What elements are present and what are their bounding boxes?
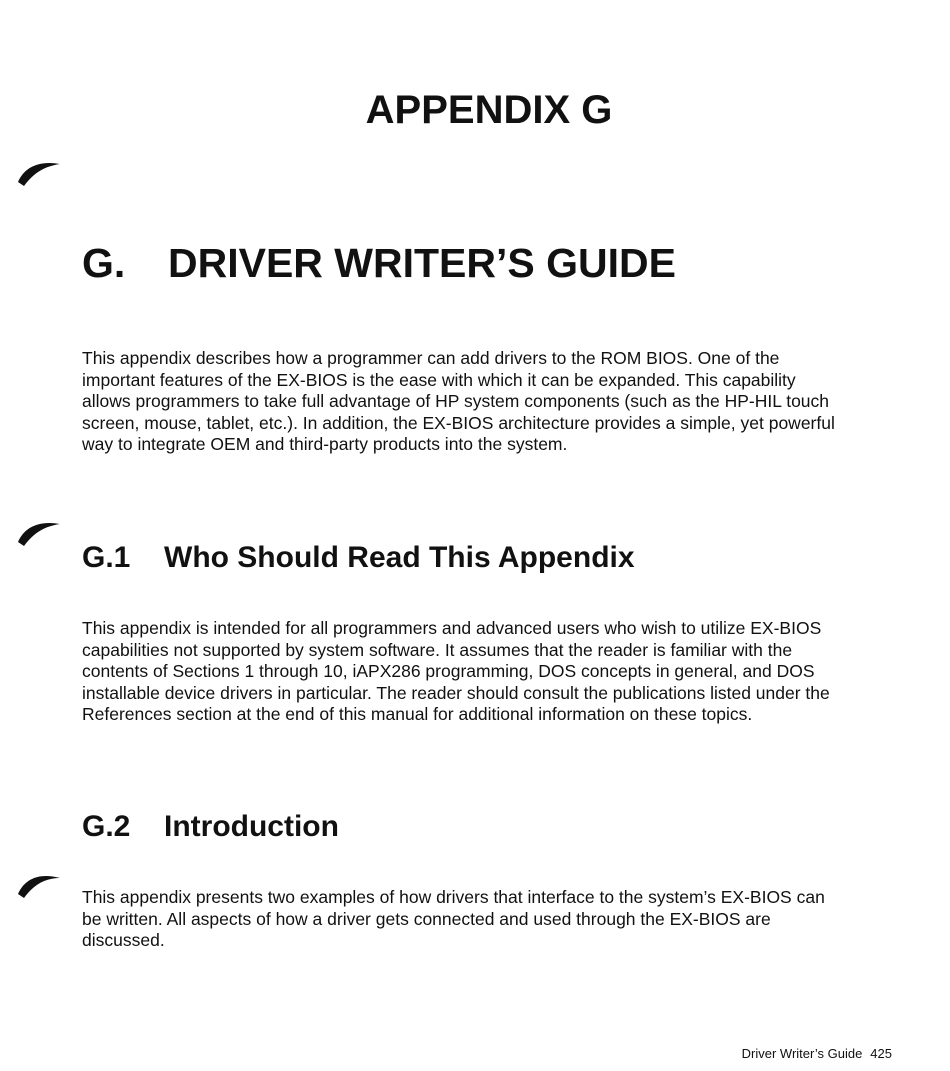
intro-paragraph: [82, 348, 882, 456]
section-g2-paragraph: [82, 887, 882, 952]
margin-mark-icon: [16, 158, 64, 188]
chapter-title: DRIVER WRITER’S GUIDE: [168, 240, 676, 286]
paragraph-line: capabilities not supported by system software. It assumes that the reader is familiar with the: [82, 639, 793, 660]
paragraph-line: contents of Sections 1 through 10, iAPX286 programming, DOS concepts in general, and DOS: [82, 661, 815, 682]
chapter-heading: [82, 240, 676, 287]
chapter-number: G.: [82, 240, 126, 286]
section-heading-g2: [82, 810, 339, 844]
paragraph-line: This appendix presents two examples of how drivers that interface to the system’s EX-BIOS can: [82, 887, 825, 907]
paragraph-line: be written. All aspects of how a driver gets connected and used through the EX-BIOS are: [82, 908, 771, 929]
page-footer: [742, 1046, 892, 1061]
section-title: Who Should Read This Appendix: [164, 541, 635, 574]
paragraph-line: This appendix is intended for all programmers and advanced users who wish to utilize EX-BIOS: [82, 618, 822, 638]
margin-mark-icon: [16, 868, 64, 898]
section-heading-g1: [82, 541, 635, 575]
margin-mark-icon: [16, 518, 64, 548]
paragraph-line: References section at the end of this manual for additional information on these topics.: [82, 704, 753, 725]
paragraph-line: important features of the EX-BIOS is the ease with which it can be expanded. This capability: [82, 369, 796, 390]
paragraph-line: discussed.: [82, 930, 165, 951]
paragraph-line: way to integrate OEM and third-party products into the system.: [82, 434, 568, 455]
appendix-title: APPENDIX G: [365, 88, 613, 132]
running-title: Driver Writer’s Guide: [741, 1046, 863, 1061]
paragraph-line: allows programmers to take full advantage of HP system components (such as the HP-HIL touch: [82, 391, 830, 412]
paragraph-line: installable device drivers in particular. The reader should consult the publications listed under the: [82, 682, 830, 703]
section-number: G.2: [82, 810, 131, 843]
page-number: 425: [870, 1046, 892, 1061]
section-title: Introduction: [164, 810, 339, 843]
section-number: G.1: [82, 541, 131, 574]
section-g1-paragraph: [82, 618, 882, 726]
paragraph-line: screen, mouse, tablet, etc.). In addition, the EX-BIOS architecture provides a simple, yet powerful: [82, 412, 835, 433]
paragraph-line: This appendix describes how a programmer can add drivers to the ROM BIOS. One of the: [82, 348, 780, 368]
